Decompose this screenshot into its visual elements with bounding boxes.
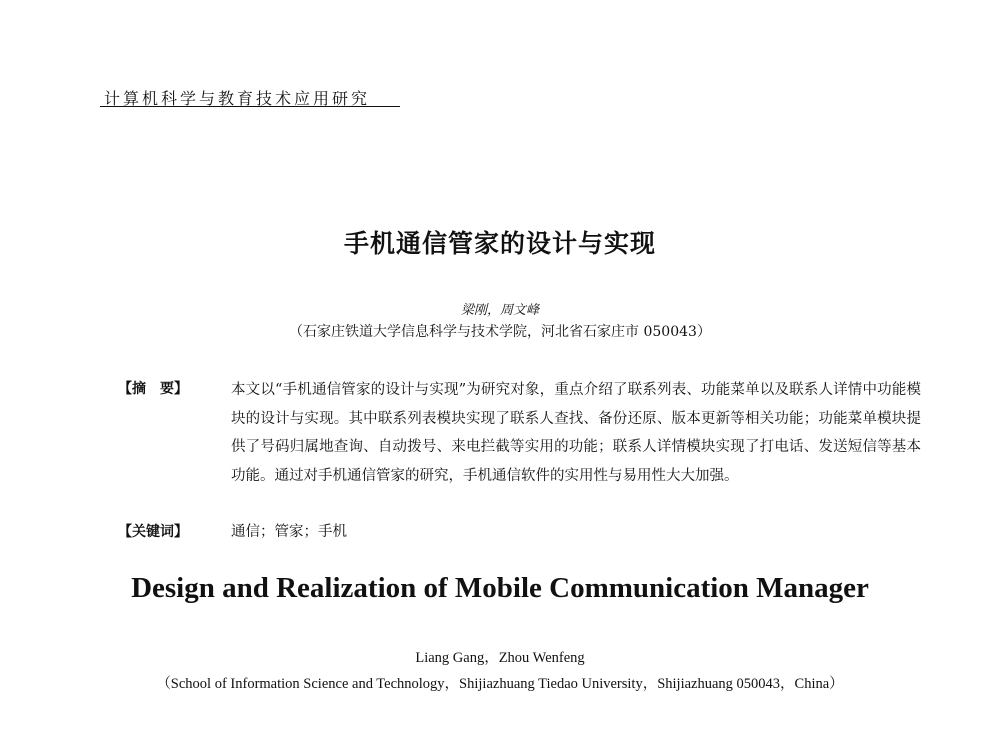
running-head-rule [100,106,400,107]
affiliation-cn: （石家庄铁道大学信息科学与技术学院，河北省石家庄市 050043） [289,324,711,340]
running-head: 计算机科学与教育技术应用研究 [104,89,371,108]
keywords-label: 【关键词】 [118,524,188,540]
abstract-text: 本文以“手机通信管家的设计与实现”为研究对象，重点介绍了联系列表、功能菜单以及联系人详情中功能模块的设计与实现。其中联系列表模块实现了联系人查找、备份还原、版本更新等相关功能；功能菜单模块提供了号码归属地查询、自动拨号、来电拦截等实用的功能；联系人详情模块实现了打电话、发送短信等基本功能。通过对手机通信管家的研究，手机通信软件的实用性与易用性大大加强。 [231,382,921,484]
paper-title-en: Design and Realization of Mobile Communication Manager [131,572,869,604]
authors-en: Liang Gang，Zhou Wenfeng [415,650,585,666]
keywords-text: 通信；管家；手机 [231,524,347,540]
abstract-label: 【摘 要】 [118,381,188,397]
authors-cn: 梁刚，周文峰 [460,303,539,318]
affiliation-en: （School of Information Science and Technology，Shijiazhuang Tiedao University，Shijiazhuang 050043，China） [156,676,844,692]
paper-title-cn: 手机通信管家的设计与实现 [343,229,656,258]
